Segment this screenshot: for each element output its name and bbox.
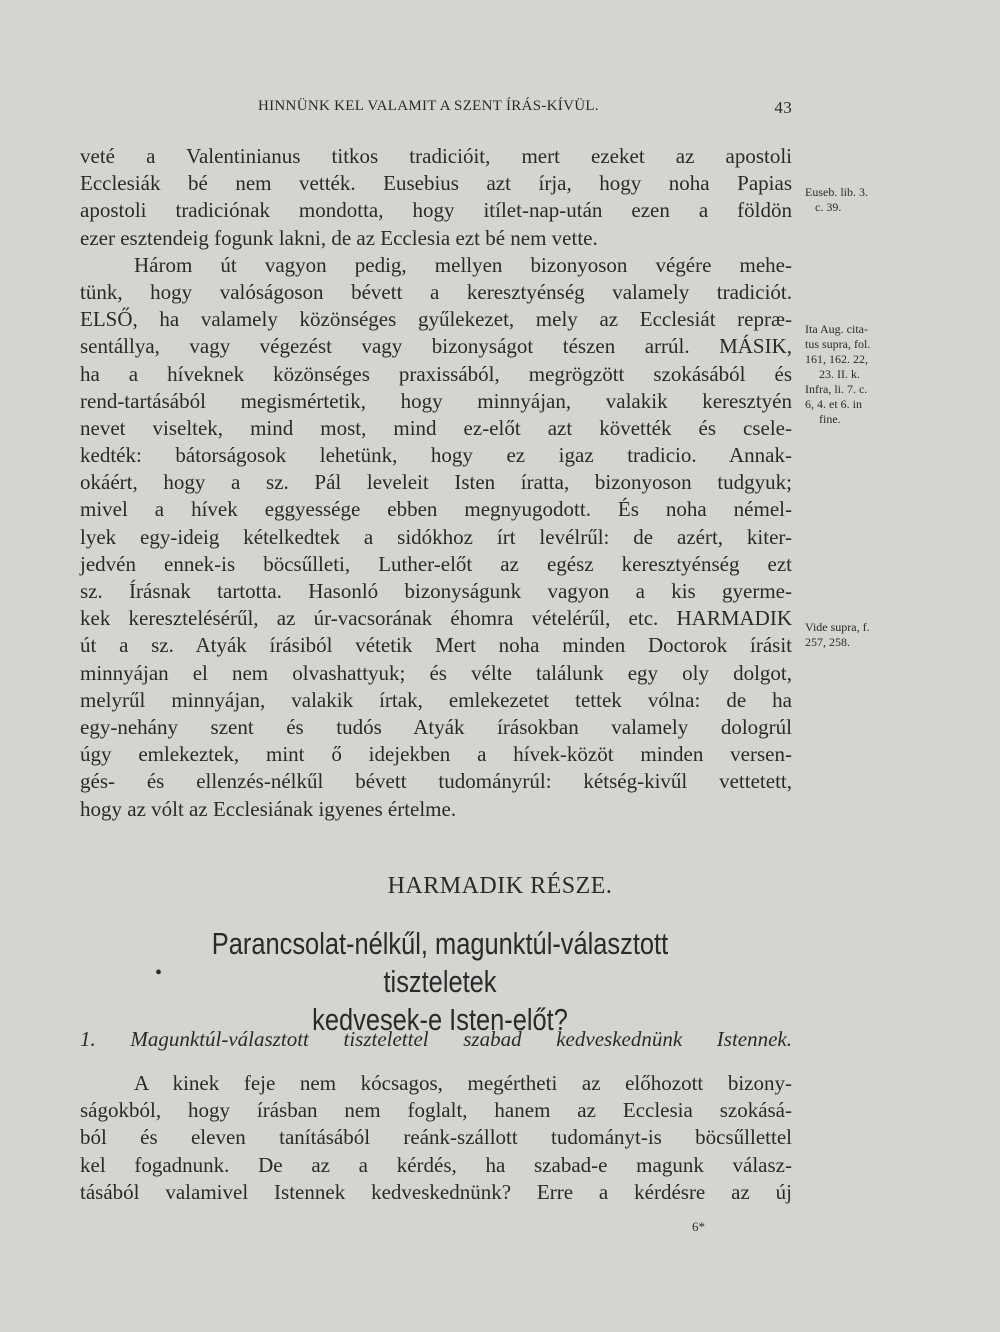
bullet-mark: • [155, 962, 163, 984]
main-text [80, 143, 792, 823]
text-line: tásából valamivel Istennek kedveskednünk? Erre a kérdésre az új [80, 1179, 792, 1204]
text-line: A kinek feje nem kócsagos, megértheti az előhozott bizony- [134, 1071, 792, 1095]
margin-note-line: Euseb. lib. 3. [805, 185, 868, 199]
section-text [80, 1070, 792, 1206]
margin-note-line: 257, 258. [805, 635, 850, 649]
text-line: veté a Valentinianus titkos tradicióit, mert ezeket az apostoli [80, 144, 792, 168]
page-number: 43 [774, 98, 792, 117]
text-line: melyrűl minnyájan, valakik írtak, emlekezetet tettek vólna: de ha [80, 687, 792, 712]
running-header [80, 98, 792, 122]
text-line: ból és eleven tanításából reánk-szállott tudományt-is böcsűllettel [80, 1125, 792, 1150]
chapter-subtitle [153, 925, 727, 1039]
text-line: kedték: bátorságosok lehetünk, hogy ez igaz tradicio. Annak- [80, 443, 792, 468]
text-line: rend-tartásából megismértetik, hogy minnyájan, valakik keresztyén [80, 388, 792, 413]
text-line: kel fogadnunk. De az a kérdés, ha szabad-e magunk válasz- [80, 1152, 792, 1177]
margin-note-line: Ita Aug. cita- [805, 322, 868, 336]
text-line: sz. Írásnak tartotta. Hasonló bizonyságunk vagyon a kis gyerme- [80, 579, 792, 603]
text-line: jedvén ennek-is böcsűlleti, Luther-előt az egész keresztyénség ezt [80, 551, 792, 576]
margin-note [805, 620, 905, 650]
text-line: ELSŐ, ha valamely közönséges gyűlekezet, mely az Ecclesiát repræ- [80, 307, 792, 332]
subtitle-line: kedvesek-e Isten-előt? [312, 1002, 568, 1037]
margin-note-line: 161, 162. 22, [805, 352, 868, 366]
signature-mark: 6* [692, 1219, 705, 1234]
text-line: egy-nehány szent és tudós Atyák írásokban valamely dologrúl [80, 714, 792, 739]
subtitle-line: Parancsolat-nélkűl, magunktúl-választott tiszteletek [211, 926, 669, 999]
text-line: út a sz. Atyák írásiból vétetik Mert noha minden Doctorok írásit [80, 633, 792, 658]
text-line: gés- és ellenzés-nélkűl bévett tudományrúl: kétség-kivűl vettetett, [80, 769, 792, 794]
margin-note [805, 322, 905, 427]
margin-note-line: Vide supra, f. [805, 620, 870, 634]
running-title: HINNÜNK KEL VALAMIT A SZENT ÍRÁS-KÍVÜL. [258, 98, 599, 114]
text-line: mivel a hívek eggyessége ebben megnyugodott. És noha némel- [80, 497, 792, 522]
text-line: Ecclesiák bé nem vették. Eusebius azt írja, hogy noha Papias [80, 171, 792, 196]
text-line: lyek egy-ideig kételkedtek a sidókhoz írt levélrűl: de azért, kiter- [80, 524, 792, 549]
text-line: apostoli tradiciónak mondotta, hogy itílet-nap-után ezen a földön [80, 198, 792, 223]
margin-note-line: 23. II. k. [819, 367, 860, 381]
text-line: ságokból, hogy írásban nem foglalt, hanem az Ecclesia szokásá- [80, 1098, 792, 1123]
text-line: sentállya, vagy végezést vagy bizonyságot tészen arrúl. MÁSIK, [80, 334, 792, 359]
text-line: nevet viseltek, mind most, mind ez-előt azt követték és csele- [80, 415, 792, 440]
text-line: hogy az vólt az Ecclesiának igyenes értelme. [80, 796, 457, 821]
text-line: úgy emlekeztek, mint ő idejekben a hívek-közöt minden versen- [80, 742, 792, 767]
text-line: ha a híveknek közönséges praxissából, megrögzött szokásából és [80, 361, 792, 386]
margin-note-line: Infra, li. 7. c. [805, 382, 868, 396]
margin-note-line: 6, 4. et 6. in [805, 397, 862, 411]
margin-note-line: tus supra, fol. [805, 337, 871, 351]
text-line: okáért, hogy a sz. Pál leveleit Isten íratta, bizonyoson tudgyuk; [80, 470, 792, 495]
text-line: kek keresztelésérűl, az úr-vacsorának éhomra vételérűl, etc. HARMADIK [80, 606, 792, 631]
subsection-title: 1. Magunktúl-választott tisztelettel szabad kedveskednünk Istennek. [80, 1027, 792, 1051]
margin-note [805, 185, 905, 215]
section-heading: HARMADIK RÉSZE. [387, 873, 613, 899]
margin-note-line: fine. [819, 412, 841, 426]
text-line: minnyájan el nem olvashattyuk; és vélte találunk egy oly dolgot, [80, 660, 792, 685]
text-line: ezer esztendeig fogunk lakni, de az Ecclesia ezt bé nem vette. [80, 225, 598, 250]
text-line: Három út vagyon pedig, mellyen bizonyoson végére mehe- [134, 252, 792, 277]
text-line: tünk, hogy valóságoson bévett a keresztyénség valamely tradiciót. [80, 279, 792, 304]
margin-note-line: c. 39. [815, 200, 842, 214]
